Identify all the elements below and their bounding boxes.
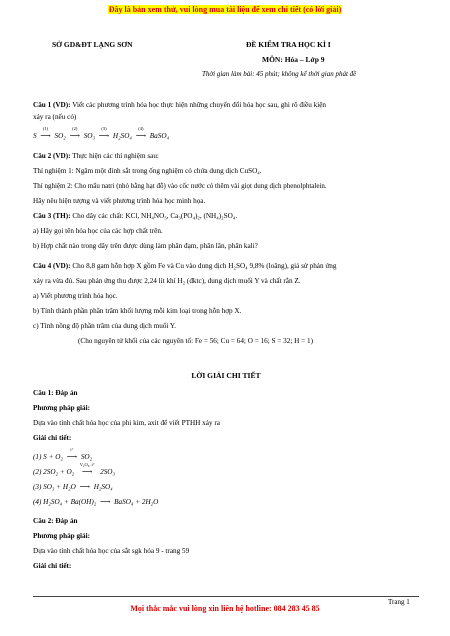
answer-1-label: Câu 1: Đáp án (33, 389, 78, 397)
page-number: Trang 1 (388, 598, 410, 606)
footer-divider (33, 596, 419, 597)
question-1: Câu 1 (VD): Viết các phương trình hóa học thực hiện những chuyển đổi hóa học sau, ghi rõ điều kiện (33, 101, 326, 109)
equation-3: (3) SO₃ + H₂O ⟶ H₂SO₄ (33, 483, 113, 491)
arrow-icon: (3) ⟶ (98, 126, 110, 140)
question-2-exp2: Thí nghiệm 2: Cho mẩu natri (nhỏ bằng hạt đỗ) vào cốc nước có thêm vài giọt dung dịch phenolphtalein. (33, 182, 327, 190)
equation-4: (4) H₂SO₄ + Ba(OH)₂ ⟶ BaSO₄ + 2H₂O (33, 498, 159, 506)
arrow-icon: ⟶ (100, 498, 111, 506)
hotline-banner: Mọi thắc mắc vui lòng xin liên hệ hotline: 084 283 45 85 (130, 604, 320, 613)
question-3: Câu 3 (TH): Cho dãy các chất: KCl, NH₄NO₃, Ca₃(PO₄)₂, (NH₄)₂SO₄. (33, 212, 238, 220)
answer-1-detail-label: Giải chi tiết: (33, 434, 72, 442)
atomic-masses-note: (Cho nguyên tử khối của các nguyên tố: Fe = 56; Cu = 64; O = 16; S = 32; H = 1) (78, 337, 313, 345)
question-4-cont: xảy ra vừa đủ. Sau phản ứng thu được 2,24 lít khí H₂ (đktc), dung dịch muối Y và chất rắn Z. (33, 277, 301, 285)
question-4-c: c) Tính nồng độ phần trăm của dung dịch muối Y. (33, 322, 176, 330)
arrow-icon: ⟶ (79, 483, 90, 491)
reaction-chain: S (1) ⟶ SO₂ (2) ⟶ SO₃ (3) ⟶ H₂SO₄ (4) ⟶ BaSO₄ (33, 126, 170, 140)
equation-2: (2) 2SO₂ + O₂ V₂O₅, t° ⟶ 2SO₃ (33, 462, 115, 476)
question-3-a: a) Hãy gọi tên hóa học của các hợp chất trên. (33, 227, 163, 235)
arrow-icon: (1) ⟶ (40, 126, 51, 140)
arrow-icon: V₂O₅, t° ⟶ (79, 462, 95, 476)
question-4-a: a) Viết phương trình hóa học. (33, 292, 118, 300)
question-4: Câu 4 (VD): Cho 8,8 gam hỗn hợp X gồm Fe và Cu vào dung dịch H₂SO₄ 9,8% (loãng), giả sử phản ứng (33, 262, 337, 270)
department-name: SỞ GD&ĐT LẠNG SƠN (52, 40, 133, 49)
answer-2-method-label: Phương pháp giải: (33, 532, 91, 540)
exam-subject: MÔN: Hóa – Lớp 9 (262, 55, 325, 64)
arrow-icon: (4) ⟶ (135, 126, 146, 140)
arrow-icon: (2) ⟶ (69, 126, 80, 140)
answer-2-detail-label: Giải chi tiết: (33, 562, 72, 570)
question-4-b: b) Tính thành phần phần trăm khối lượng mỗi kim loại trong hỗn hợp X. (33, 307, 242, 315)
exam-time: Thời gian làm bài: 45 phút; không kể thời gian phát đề (202, 70, 357, 78)
answer-2-label: Câu 2: Đáp án (33, 517, 78, 525)
answer-1-method-label: Phương pháp giải: (33, 404, 91, 412)
question-2-exp1: Thí nghiệm 1: Ngâm một đinh sắt trong ống nghiệm có chứa dung dịch CuSO₄. (33, 167, 262, 175)
arrow-icon: t° ⟶ (66, 447, 78, 461)
exam-title: ĐỀ KIỂM TRA HỌC KÌ I (246, 40, 331, 49)
question-2: Câu 2 (VD): Thực hiện các thí nghiệm sau: (33, 152, 159, 160)
question-3-b: b) Hợp chất nào trong dãy trên được dùng làm phân đạm, phân lân, phân kali? (33, 242, 258, 250)
question-1-cont: xảy ra (nếu có) (33, 113, 77, 121)
solution-title: LỜI GIẢI CHI TIẾT (191, 371, 261, 380)
equation-1: (1) S + O₂ t° ⟶ SO₂ (33, 447, 93, 461)
answer-2-method: Dựa vào tính chất hóa học của sắt sgk hóa 9 - trang 59 (33, 547, 190, 555)
question-2-ask: Hãy nêu hiện tượng và viết phương trình hóa học minh họa. (33, 197, 206, 205)
preview-banner: Đây là bản xem thử, vui lòng mua tài liệu để xem chi tiết (có lời giải) (108, 5, 342, 14)
answer-1-method: Dựa vào tính chất hóa học của phi kim, axit để viết PTHH xảy ra (33, 419, 220, 427)
